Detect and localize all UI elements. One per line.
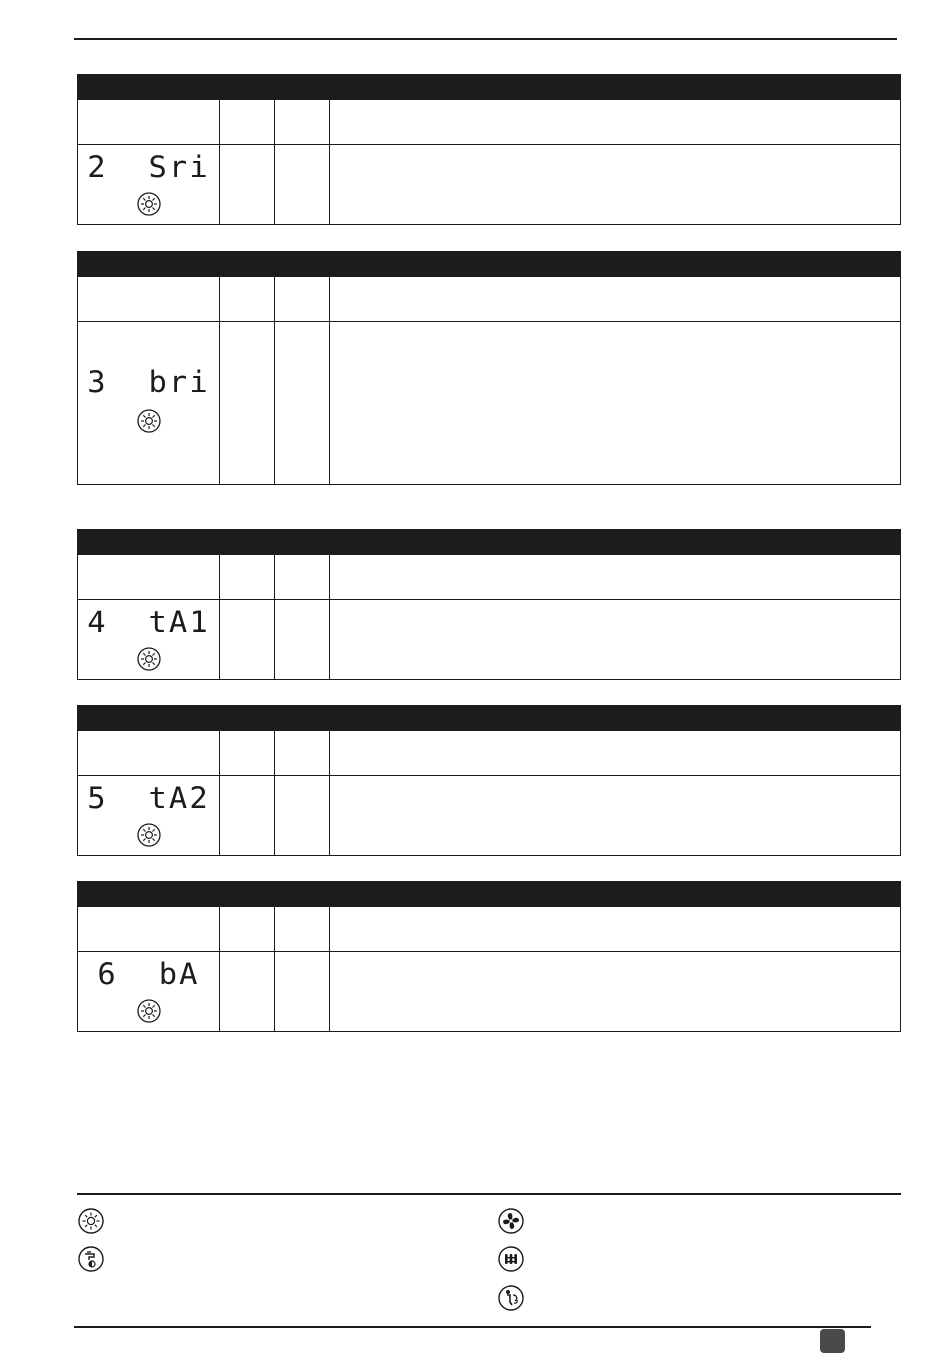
parameter-code: Sri (148, 150, 210, 184)
parameter-table-6 (77, 881, 901, 1032)
tap-icon (78, 1246, 104, 1272)
table-header-bar (78, 530, 901, 555)
sun-icon (137, 999, 161, 1023)
parameter-code: tA2 (148, 781, 210, 815)
lcd-readout (74, 957, 222, 991)
table-header-bar (78, 75, 901, 100)
lcd-readout (74, 605, 222, 639)
sun-icon (137, 409, 161, 433)
table-label-row (78, 907, 901, 952)
parameter-cell (78, 776, 220, 856)
sun-icon (137, 192, 161, 216)
bather-icon (498, 1285, 524, 1311)
table-value-row (78, 776, 901, 856)
legend-rule (77, 1193, 901, 1195)
parameter-cell (78, 322, 220, 485)
parameter-number: 4 (87, 605, 108, 639)
parameter-table-5 (77, 705, 901, 856)
table-label-row (78, 555, 901, 600)
table-header-bar (78, 706, 901, 731)
table-label-row (78, 100, 901, 145)
table-label-row (78, 731, 901, 776)
parameter-cell (78, 952, 220, 1032)
parameter-number: 3 (87, 365, 108, 399)
radiator-icon (498, 1246, 524, 1272)
lcd-readout (74, 365, 222, 399)
parameter-code: tA1 (148, 605, 210, 639)
sun-icon (137, 647, 161, 671)
table-value-row (78, 145, 901, 225)
parameter-number: 5 (87, 781, 108, 815)
table-value-row (78, 600, 901, 680)
parameter-cell (78, 145, 220, 225)
parameter-number: 6 (97, 957, 118, 991)
table-header-bar (78, 882, 901, 907)
table-value-row (78, 322, 901, 485)
parameter-table-4 (77, 529, 901, 680)
page-badge (820, 1329, 845, 1353)
table-value-row (78, 952, 901, 1032)
lcd-readout (74, 781, 222, 815)
parameter-table-2 (77, 74, 901, 225)
sun-icon (137, 823, 161, 847)
parameter-table-3 (77, 251, 901, 485)
lcd-readout (74, 150, 222, 184)
parameter-code: bA (158, 957, 200, 991)
sun-icon (78, 1208, 104, 1234)
top-rule (74, 38, 897, 40)
parameter-code: bri (148, 365, 210, 399)
table-header-bar (78, 252, 901, 277)
bottom-rule (74, 1326, 871, 1328)
parameter-cell (78, 600, 220, 680)
fan-icon (498, 1208, 524, 1234)
parameter-number: 2 (87, 150, 108, 184)
table-label-row (78, 277, 901, 322)
